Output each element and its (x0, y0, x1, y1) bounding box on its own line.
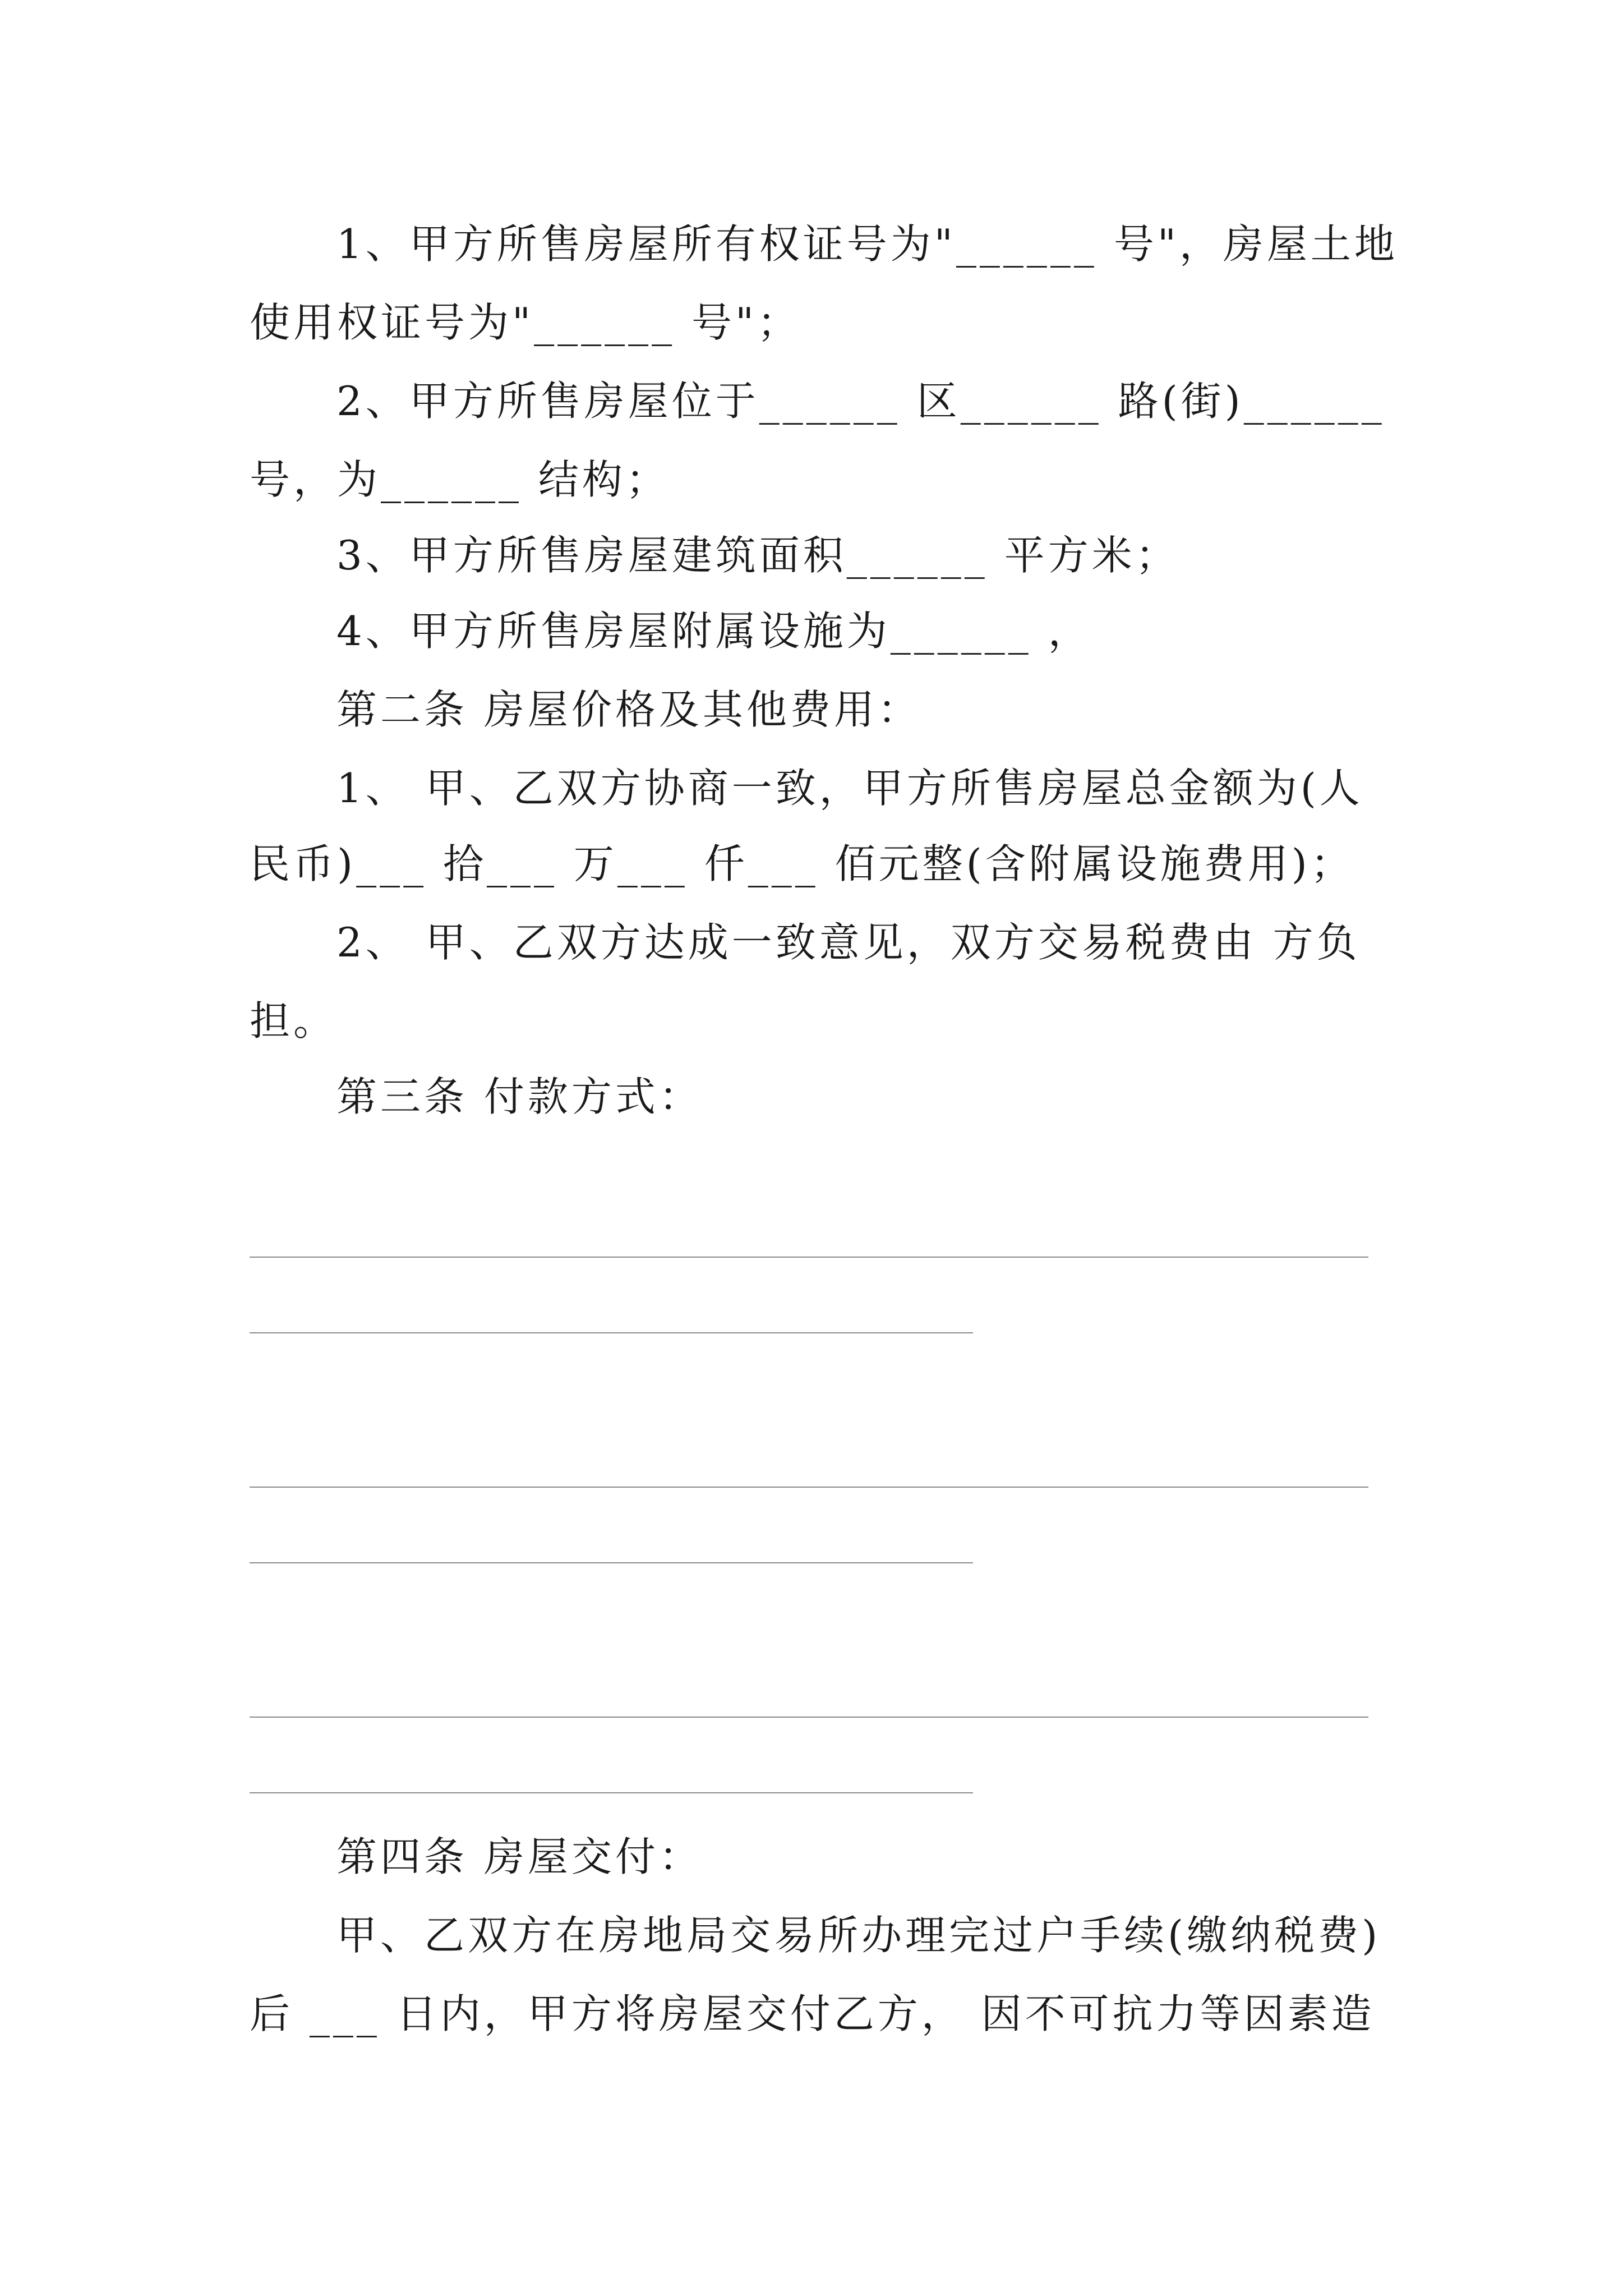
payment-blank-rule-4 (250, 1562, 973, 1563)
clause-1-1-line-2: 使用权证号为"______ 号"； (250, 299, 801, 346)
clause-2-2-line-1: 2、 甲、乙双方达成一致意见，双方交易税费由 方负 (336, 919, 1361, 966)
clause-2-2-line-2: 担。 (250, 997, 338, 1045)
payment-blank-rule-3 (250, 1487, 1368, 1488)
payment-blank-rule-1 (250, 1257, 1368, 1258)
clause-1-2-line-1: 2、甲方所售房屋位于______ 区______ 路(街)______ (336, 378, 1385, 425)
payment-blank-rule-5 (250, 1717, 1368, 1718)
article-2-heading: 第二条 房屋价格及其他费用： (336, 686, 921, 733)
article-4-body-line-1: 甲、乙双方在房地局交易所办理完过户手续(缴纳税费) (336, 1912, 1381, 1959)
clause-1-2-line-2: 号，为______ 结构； (250, 456, 670, 503)
clause-2-1-line-1: 1、 甲、乙双方协商一致，甲方所售房屋总金额为(人 (336, 765, 1363, 812)
payment-blank-rule-2 (250, 1332, 973, 1333)
clause-1-4: 4、甲方所售房屋附属设施为______ ， (336, 608, 1092, 655)
article-4-body-line-2: 后 ___ 日内，甲方将房屋交付乙方， 因不可抗力等因素造 (250, 1990, 1375, 2037)
clause-1-1-line-1: 1、甲方所售房屋所有权证号为"______ 号"，房屋土地 (336, 220, 1398, 268)
payment-blank-rule-6 (250, 1792, 973, 1793)
clause-1-3: 3、甲方所售房屋建筑面积______ 平方米； (336, 532, 1179, 579)
article-3-heading: 第三条 付款方式： (336, 1073, 703, 1120)
article-4-heading: 第四条 房屋交付： (336, 1833, 703, 1880)
clause-2-1-line-2: 民币)___ 拾___ 万___ 仟___ 佰元整(含附属设施费用)； (250, 840, 1354, 887)
